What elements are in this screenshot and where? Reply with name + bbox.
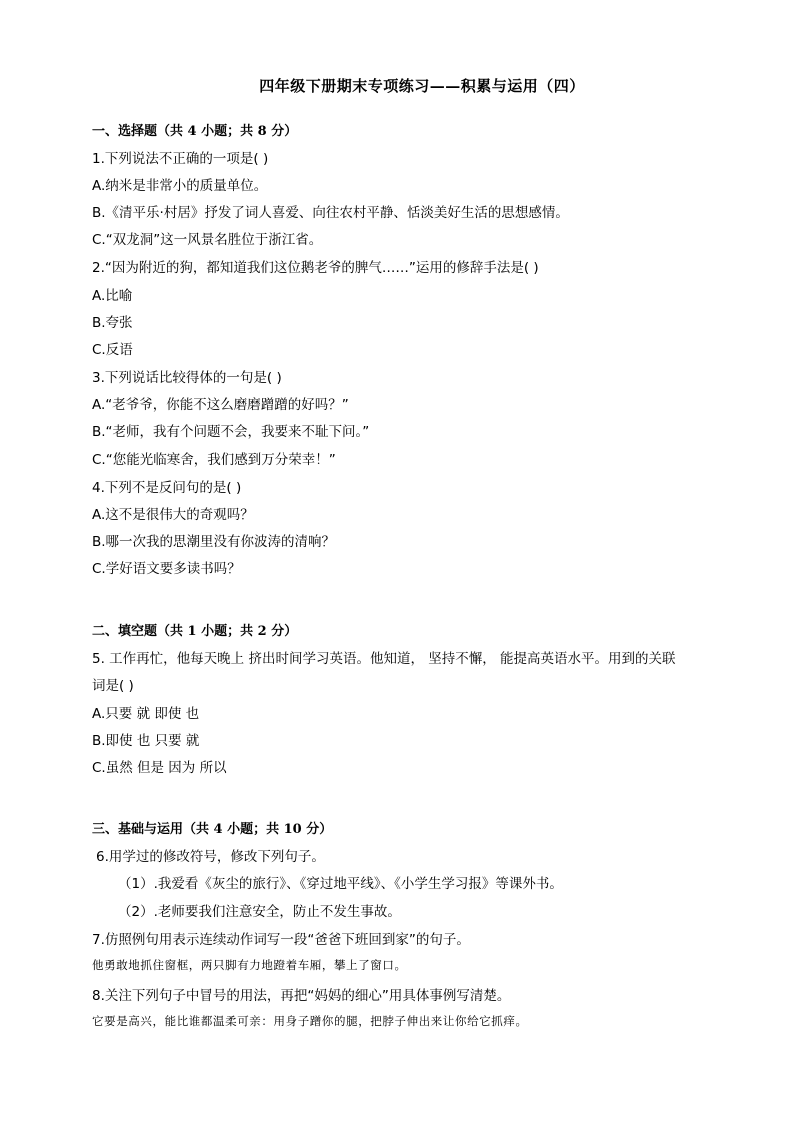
- q4-option-a: A.这不是很伟大的奇观吗？: [92, 507, 254, 523]
- q1-option-a: A.纳米是非常小的质量单位。: [92, 178, 268, 194]
- q5-option-a: A.只要 就 即使 也: [92, 706, 200, 722]
- q2-option-c: C.反语: [92, 342, 133, 358]
- q5-stem-line2: 词是( ): [92, 678, 134, 694]
- q8-stem: 8.关注下列句子中冒号的用法，再把“妈妈的细心”用具体事例写清楚。: [92, 988, 511, 1004]
- q6-stem: 6.用学过的修改符号，修改下列句子。: [96, 849, 325, 865]
- page-title: 四年级下册期末专项练习——积累与运用（四）: [259, 77, 585, 95]
- q3-option-b: B.“老师，我有个问题不会，我要来不耻下问。”: [92, 424, 370, 440]
- q3-option-c: C.“您能光临寒舍，我们感到万分荣幸！”: [92, 452, 336, 468]
- q8-example: 它要是高兴，能比谁都温柔可亲：用身子蹭你的腿，把脖子伸出来让你给它抓痒。: [92, 1014, 528, 1028]
- q7-stem: 7.仿照例句用表示连续动作词写一段“爸爸下班回到家”的句子。: [92, 932, 470, 948]
- q6-sentence-2: （2）.老师要我们注意安全，防止不发生事故。: [118, 904, 401, 920]
- section-heading-basics: 三、基础与运用（共 4 小题；共 10 分）: [92, 822, 333, 837]
- section-heading-choice: 一、选择题（共 4 小题；共 8 分）: [92, 124, 298, 139]
- q3-stem: 3.下列说话比较得体的一句是( ): [92, 370, 282, 386]
- q2-option-b: B.夸张: [92, 315, 133, 331]
- q6-sentence-1: （1）.我爱看《灰尘的旅行》、《穿过地平线》、《小学生学习报》等课外书。: [118, 876, 563, 892]
- q1-option-c: C.“双龙洞”这一风景名胜位于浙江省。: [92, 232, 323, 248]
- q3-option-a: A.“老爷爷，你能不这么磨磨蹭蹭的好吗？”: [92, 397, 349, 413]
- q1-option-b: B.《清平乐·村居》抒发了词人喜爱、向往农村平静、恬淡美好生活的思想感情。: [92, 205, 569, 221]
- q1-stem: 1.下列说法不正确的一项是( ): [92, 151, 269, 167]
- q5-option-c: C.虽然 但是 因为 所以: [92, 760, 227, 776]
- q2-option-a: A.比喻: [92, 288, 133, 304]
- q7-example: 他勇敢地抓住窗框，两只脚有力地蹬着车厢，攀上了窗口。: [92, 958, 407, 972]
- q5-option-b: B.即使 也 只要 就: [92, 733, 200, 749]
- q4-option-c: C.学好语文要多读书吗？: [92, 561, 241, 577]
- q5-stem-line1: 5. 工作再忙，他每天晚上 挤出时间学习英语。他知道， 坚持不懈， 能提高英语水平。用到的关联: [92, 651, 676, 667]
- q4-option-b: B.哪一次我的思潮里没有你波涛的清响？: [92, 534, 336, 550]
- q4-stem: 4.下列不是反问句的是( ): [92, 480, 242, 496]
- section-heading-fill: 二、填空题（共 1 小题；共 2 分）: [92, 624, 298, 639]
- q2-stem: 2.“因为附近的狗，都知道我们这位鹅老爷的脾气……”运用的修辞手法是( ): [92, 260, 539, 276]
